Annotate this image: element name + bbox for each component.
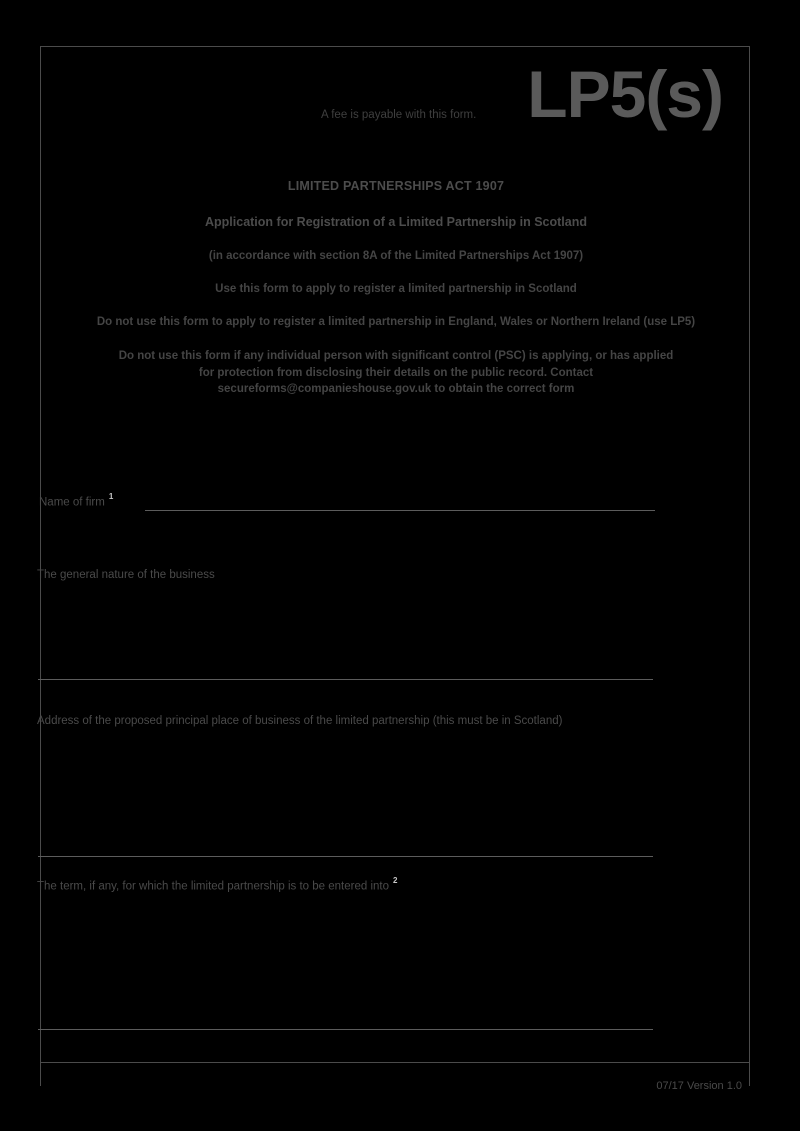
application-title: Application for Registration of a Limited Partnership in Scotland [205, 215, 587, 229]
field-label-name-of-firm: Name of firm [39, 496, 105, 509]
name-of-firm-rule [145, 510, 655, 511]
fee-note: A fee is payable with this form. [321, 109, 477, 121]
name-of-firm-input[interactable] [145, 484, 659, 500]
do-not-use-note: Do not use this form to apply to register a limited partnership in England, Wales or Northern Ireland (use LP5) [96, 316, 696, 328]
field-label-nature-of-business: The general nature of the business [37, 569, 215, 581]
term-input[interactable] [39, 899, 655, 1029]
field-term [37, 876, 397, 894]
accordance-note: (in accordance with section 8A of the Limited Partnerships Act 1907) [208, 250, 584, 262]
field-nature-of-business [37, 565, 215, 583]
nature-of-business-rule [38, 679, 653, 680]
footer-version: 07/17 Version 1.0 [656, 1080, 742, 1092]
use-note: Use this form to apply to register a limited partnership in Scotland [215, 283, 577, 295]
field-label-term: The term, if any, for which the limited partnership is to be entered into [37, 880, 389, 893]
field-principal-place-of-business [37, 711, 562, 729]
form-sheet [37, 46, 750, 1086]
field-name-of-firm [39, 492, 113, 510]
principal-place-of-business-input[interactable] [39, 733, 655, 857]
field-label-principal-place-of-business: Address of the proposed principal place of business of the limited partnership (this must be in Scotland) [37, 715, 563, 727]
footer-divider [40, 1062, 750, 1063]
note-marker-1: 1 [108, 492, 114, 501]
form-code: LP5(s) [527, 57, 723, 131]
principal-place-of-business-rule [38, 856, 653, 857]
nature-of-business-input[interactable] [39, 587, 655, 679]
note-marker-2: 2 [393, 876, 398, 885]
psc-note: Do not use this form if any individual person with significant control (PSC) is applying, or has applied for protection from disclosing their details on the public record. Contact secureforms@companieshouse.gov.uk to obtain the correct form [118, 350, 674, 396]
title-block [86, 179, 706, 398]
term-rule [38, 1029, 653, 1030]
act-title: LIMITED PARTNERSHIPS ACT 1907 [287, 179, 505, 193]
